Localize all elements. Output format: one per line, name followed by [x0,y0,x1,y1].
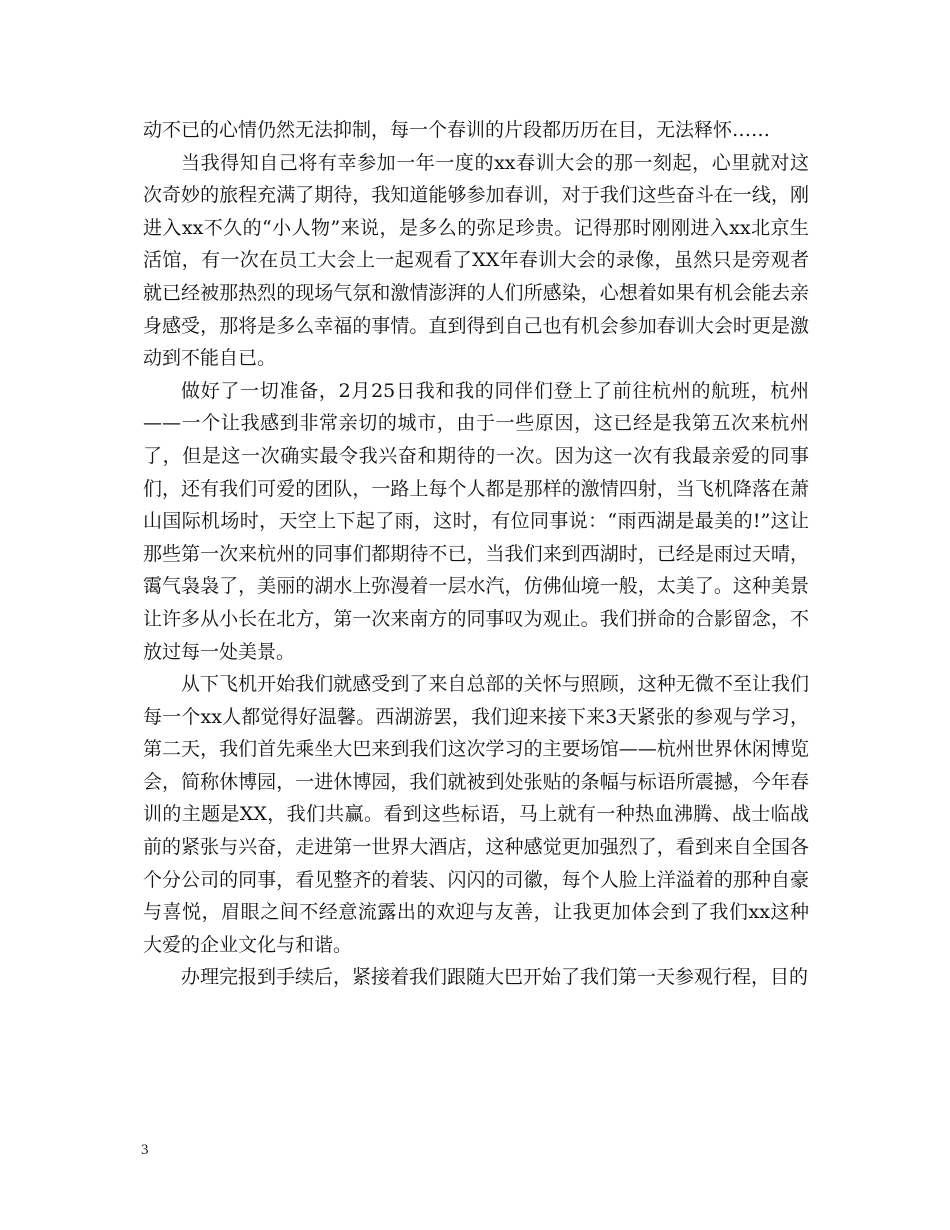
page-number: 3 [141,1142,149,1158]
body-text [143,114,809,994]
paragraph-2: 当我得知自己将有幸参加一年一度的xx春训大会的那一刻起，心里就对这次奇妙的旅程充满了期待，我知道能够参加春训，对于我们这些奋斗在一线，刚进入xx不久的“小人物”来说，是多么的弥足珍贵。记得那时刚刚进入xx北京生活馆，有一次在员工大会上一起观看了XX年春训大会的录像，虽然只是旁观者就已经被那热烈的现场气氛和激情澎湃的人们所感染，心想着如果有机会能去亲身感受，那将是多么幸福的事情。直到得到自己也有机会参加春训大会时更是激动到不能自已。 [143,151,809,370]
paragraph-4: 从下飞机开始我们就感受到了来自总部的关怀与照顾，这种无微不至让我们每一个xx人都觉得好温馨。西湖游罢，我们迎来接下来3天紧张的参观与学习，第二天，我们首先乘坐大巴来到我们这次学习的主要场馆——杭州世界休闲博览会，简称休博园，一进休博园，我们就被到处张贴的条幅与标语所震撼，今年春训的主题是XX，我们共赢。看到这些标语，马上就有一种热血沸腾、战士临战前的紧张与兴奋，走进第一世界大酒店，这种感觉更加强烈了，看到来自全国各个分公司的同事，看见整齐的着装、闪闪的司徽，每个人脸上洋溢着的那种自豪与喜悦，眉眼之间不经意流露出的欢迎与友善，让我更加体会到了我们xx这种大爱的企业文化与和谐。 [143,673,809,956]
paragraph-3: 做好了一切准备，2月25日我和我的同伴们登上了前往杭州的航班，杭州——一个让我感到非常亲切的城市，由于一些原因，这已经是我第五次来杭州了，但是这一次确实最令我兴奋和期待的一次。因为这一次有我最亲爱的同事们，还有我们可爱的团队，一路上每个人都是那样的激情四射，当飞机降落在萧山国际机场时，天空上下起了雨，这时，有位同事说：“雨西湖是最美的!”这让那些第一次来杭州的同事们都期待不已，当我们来到西湖时，已经是雨过天晴，霭气袅袅了，美丽的湖水上弥漫着一层水汽，仿佛仙境一般，太美了。这种美景让许多从小长在北方，第一次来南方的同事叹为观止。我们拼命的合影留念，不放过每一处美景。 [143,379,809,663]
paragraph-5: 办理完报到手续后，紧接着我们跟随大巴开始了我们第一天参观行程，目的 [181,966,809,989]
paragraph-1: 动不已的心情仍然无法抑制，每一个春训的片段都历历在目，无法释怀…… [143,119,771,141]
